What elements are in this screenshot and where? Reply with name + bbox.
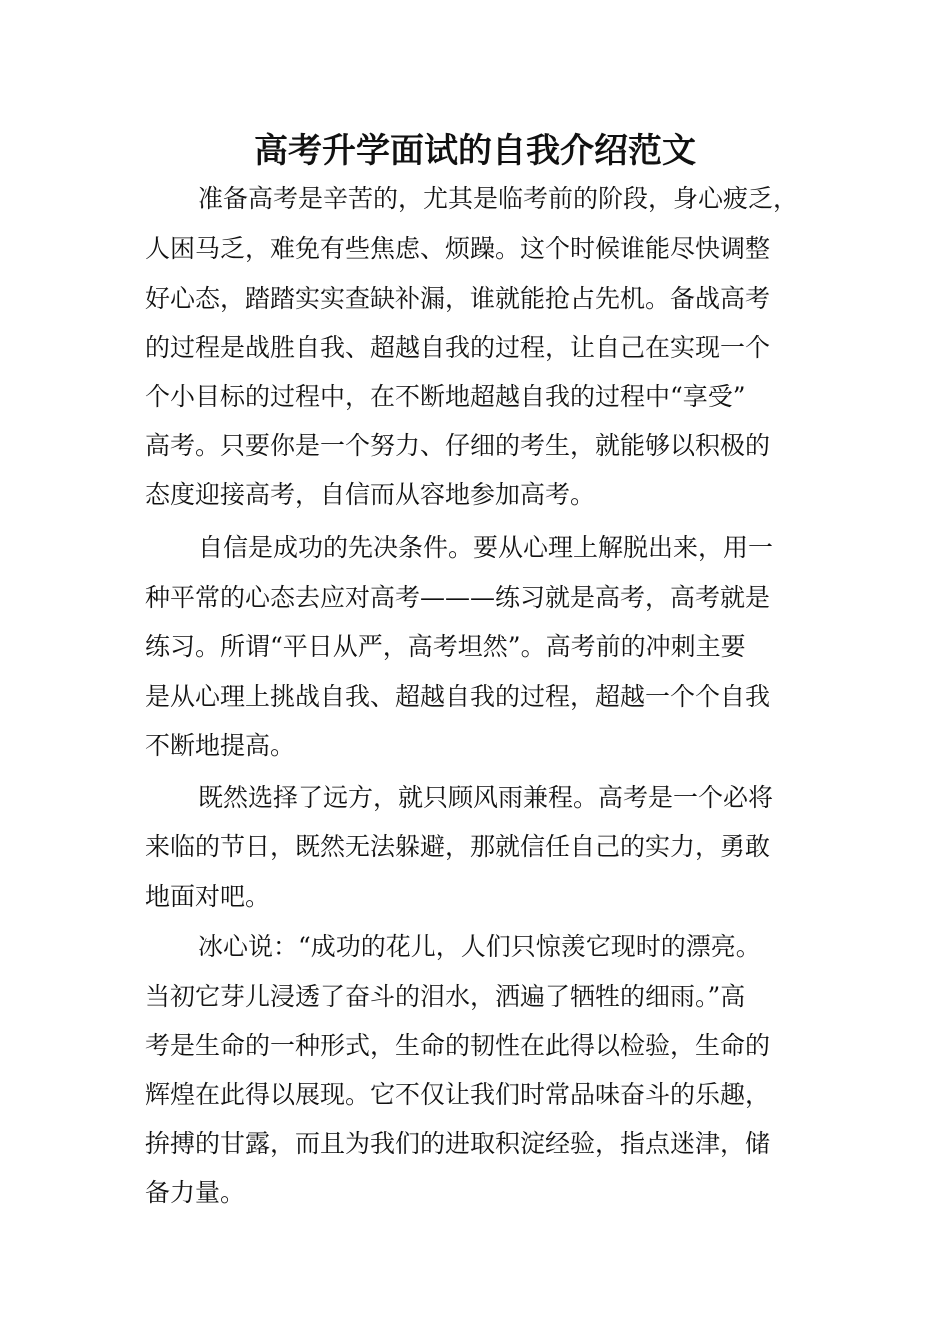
paragraph-2-line-4: 是从心理上挑战自我、超越自我的过程，超越一个个自我 (145, 682, 771, 711)
paragraph-4-line-2: 当初它芽儿浸透了奋斗的泪水，洒遍了牺牲的细雨。”高 (145, 982, 746, 1011)
paragraph-4-line-3: 考是生命的一种形式，生命的韧性在此得以检验，生命的 (145, 1031, 771, 1060)
document-title: 高考升学面试的自我介绍范文 (254, 131, 696, 171)
paragraph-1-line-1: 准备高考是辛苦的，尤其是临考前的阶段，身心疲乏， (198, 184, 799, 213)
paragraph-3-line-3: 地面对吧。 (145, 882, 271, 911)
paragraph-4-line-1: 冰心说：“成功的花儿，人们只惊羡它现时的漂亮。 (198, 932, 761, 961)
paragraph-1-line-5: 个小目标的过程中，在不断地超越自我的过程中“享受” (145, 382, 746, 411)
paragraph-3-line-1: 既然选择了远方，就只顾风雨兼程。高考是一个必将 (198, 783, 774, 812)
paragraph-2-line-1: 自信是成功的先决条件。要从心理上解脱出来，用一 (198, 533, 774, 562)
paragraph-1-line-6: 高考。只要你是一个努力、仔细的考生，就能够以积极的 (145, 431, 771, 460)
paragraph-1-line-4: 的过程是战胜自我、超越自我的过程，让自己在实现一个 (145, 333, 771, 362)
paragraph-3-line-2: 来临的节日，既然无法躲避，那就信任自己的实力，勇敢 (145, 832, 771, 861)
paragraph-2-line-2: 种平常的心态去应对高考———练习就是高考，高考就是 (145, 583, 771, 612)
paragraph-1-line-7: 态度迎接高考，自信而从容地参加高考。 (145, 480, 596, 509)
paragraph-1-line-2: 人困马乏，难免有些焦虑、烦躁。这个时候谁能尽快调整 (145, 234, 771, 263)
paragraph-4-line-6: 备力量。 (145, 1178, 246, 1207)
paragraph-1-line-3: 好心态，踏踏实实查缺补漏，谁就能抢占先机。备战高考 (145, 284, 771, 313)
paragraph-4-line-5: 拚搏的甘露，而且为我们的进取积淀经验，指点迷津，储 (145, 1129, 771, 1158)
paragraph-4-line-4: 辉煌在此得以展现。它不仅让我们时常品味奋斗的乐趣， (145, 1080, 771, 1109)
paragraph-2-line-5: 不断地提高。 (145, 731, 296, 760)
paragraph-2-line-3: 练习。所谓“平日从严，高考坦然”。高考前的冲刺主要 (145, 632, 746, 661)
